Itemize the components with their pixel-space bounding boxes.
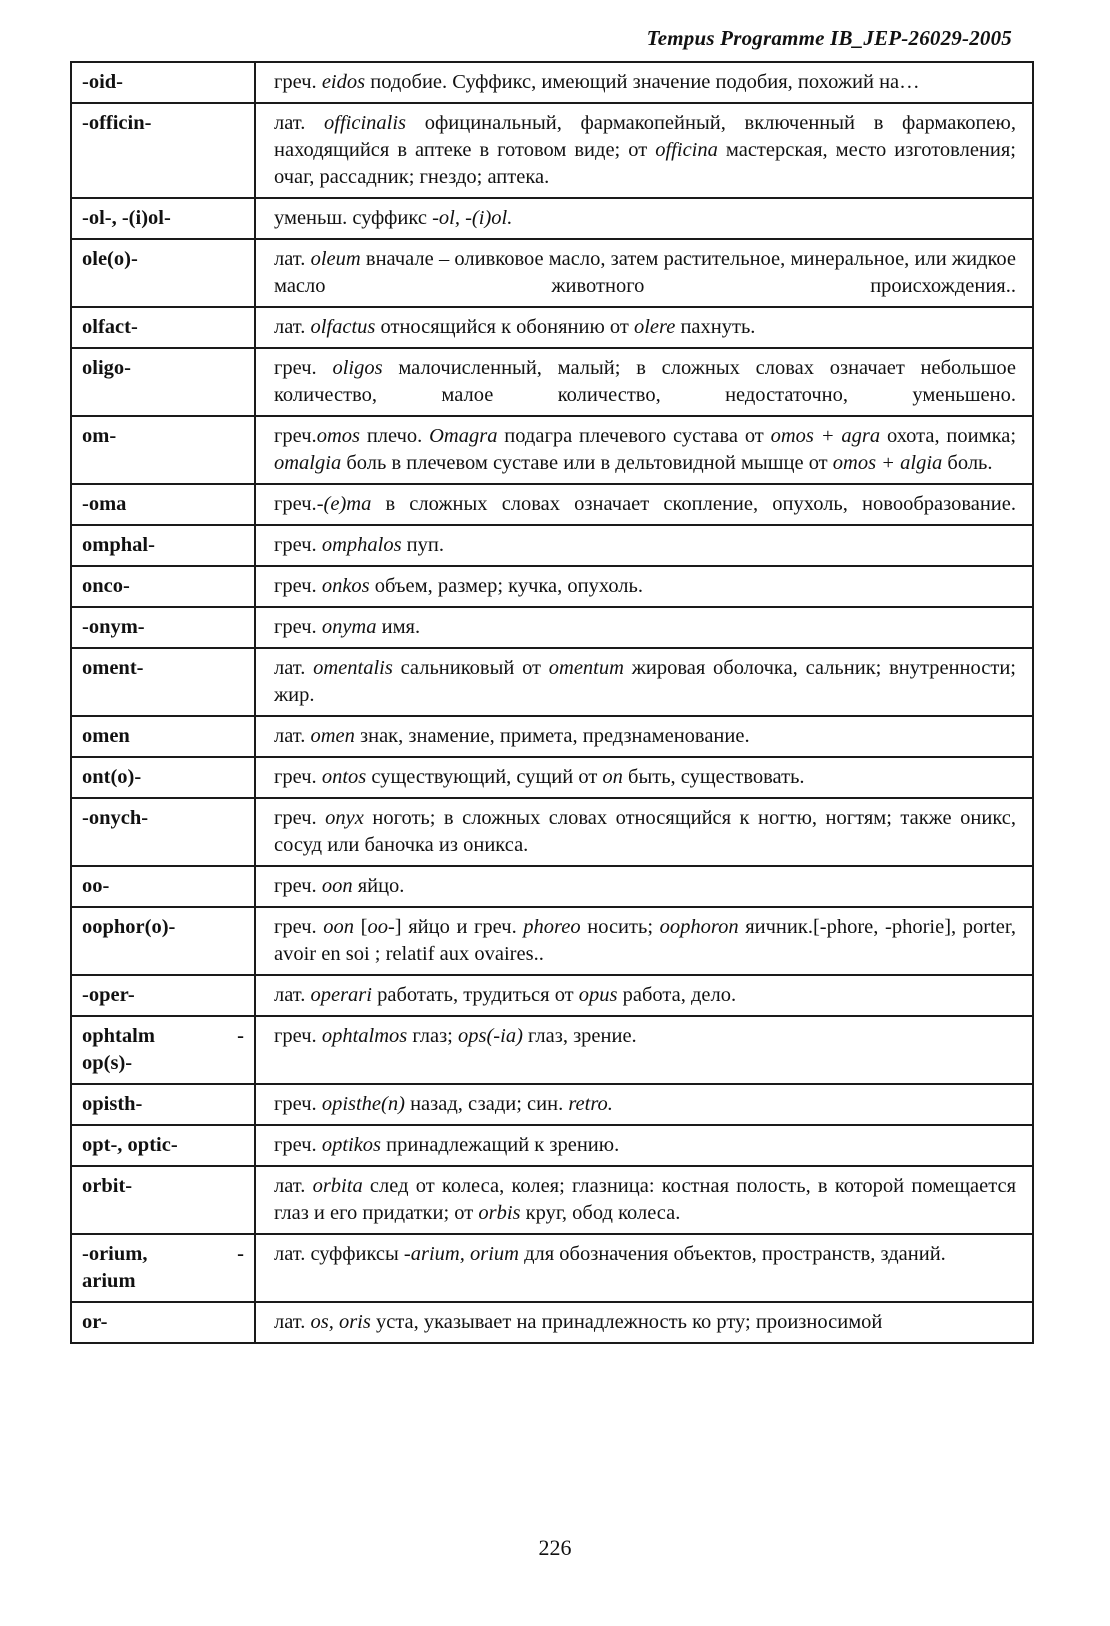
term-cell bbox=[71, 1234, 255, 1302]
dictionary-table bbox=[70, 61, 1034, 1344]
italic-term: onyx bbox=[325, 807, 364, 829]
italic-term: onyma bbox=[321, 616, 377, 638]
term-cell: onco- bbox=[71, 566, 255, 607]
table-row bbox=[71, 607, 1033, 648]
italic-term: opus bbox=[578, 984, 618, 1006]
page-number: 226 bbox=[538, 1535, 572, 1560]
term-cell: omen bbox=[71, 716, 255, 757]
term-cell: oophor(o)- bbox=[71, 907, 255, 975]
definition-cell: греч.omos плечо. Omagra подагра плечевого сустава от omos + agra охота, поимка; omalgia боль в плечевом суставе или в дельтовидной мышце от omos + algia боль. bbox=[255, 416, 1033, 484]
italic-term: phoreo bbox=[523, 916, 581, 938]
italic-term: -arium, orium bbox=[403, 1243, 519, 1265]
table-row bbox=[71, 307, 1033, 348]
italic-term: olfactus bbox=[310, 316, 376, 338]
term-cell: -oper- bbox=[71, 975, 255, 1016]
table-row bbox=[71, 648, 1033, 716]
italic-term: -(e)ma bbox=[316, 493, 372, 515]
italic-term: oon bbox=[323, 916, 355, 938]
running-header: Tempus Programme IB_JEP-26029-2005 bbox=[646, 26, 1012, 50]
table-row bbox=[71, 1302, 1033, 1343]
table-row bbox=[71, 975, 1033, 1016]
italic-term: opisthe(n) bbox=[321, 1093, 405, 1115]
term-cell: -ol-, -(i)ol- bbox=[71, 198, 255, 239]
definition-cell: греч. eidos подобие. Суффикс, имеющий значение подобия, похожий на… bbox=[255, 62, 1033, 103]
definition-cell: греч. oon яйцо. bbox=[255, 866, 1033, 907]
definition-cell: лат. orbita след от колеса, колея; глазница: костная полость, в которой помещается глаз и его придатки; от orbis круг, обод колеса. bbox=[255, 1166, 1033, 1234]
definition-cell: греч. oligos малочисленный, малый; в сложных словах означает небольшое количество, малое количество, недостаточно, уменьшено. bbox=[255, 348, 1033, 416]
term-cell: oligo- bbox=[71, 348, 255, 416]
definition-cell: греч. onkos объем, размер; кучка, опухоль. bbox=[255, 566, 1033, 607]
italic-term: omos + algia bbox=[832, 452, 943, 474]
table-row bbox=[71, 348, 1033, 416]
italic-term: omos bbox=[316, 425, 360, 447]
term-dash: - bbox=[237, 1243, 244, 1265]
table-row bbox=[71, 239, 1033, 307]
term-cell: opisth- bbox=[71, 1084, 255, 1125]
italic-term: officinalis bbox=[324, 112, 407, 134]
italic-term: orbita bbox=[312, 1175, 363, 1197]
italic-term: oo- bbox=[367, 916, 395, 938]
definition-cell: лат. суффиксы -arium, orium для обозначения объектов, пространств, зданий. bbox=[255, 1234, 1033, 1302]
dictionary-rows bbox=[71, 62, 1033, 1343]
italic-term: omphalos bbox=[321, 534, 402, 556]
definition-cell: греч. ontos существующий, сущий от on быть, существовать. bbox=[255, 757, 1033, 798]
italic-term: ops(-ia) bbox=[458, 1025, 523, 1047]
definition-cell: лат. os, oris уста, указывает на принадлежность ко рту; произносимой bbox=[255, 1302, 1033, 1343]
definition-cell: лат. officinalis официнальный, фармакопейный, включенный в фармакопею, находящийся в аптеке в готовом виде; от officina мастерская, место изготовления; очаг, рассадник; гнездо; аптека. bbox=[255, 103, 1033, 198]
term-cell: olfact- bbox=[71, 307, 255, 348]
italic-term: on bbox=[602, 766, 623, 788]
table-row bbox=[71, 103, 1033, 198]
term-dash: - bbox=[237, 1025, 244, 1047]
term-cell: opt-, optic- bbox=[71, 1125, 255, 1166]
definition-cell: лат. omentalis сальниковый от omentum жировая оболочка, сальник; внутренности; жир. bbox=[255, 648, 1033, 716]
italic-term: eidos bbox=[321, 71, 366, 93]
table-row bbox=[71, 716, 1033, 757]
italic-term: retro. bbox=[568, 1093, 613, 1115]
italic-term: optikos bbox=[321, 1134, 382, 1156]
definition-cell: греч. optikos принадлежащий к зрению. bbox=[255, 1125, 1033, 1166]
term-text-continued: op(s)- bbox=[82, 1052, 133, 1074]
term-cell: -oid- bbox=[71, 62, 255, 103]
term-text: ophtalm bbox=[82, 1025, 155, 1047]
term-cell: omphal- bbox=[71, 525, 255, 566]
italic-term: olere bbox=[633, 316, 676, 338]
italic-term: oon bbox=[321, 875, 353, 897]
definition-cell: греч.-(e)ma в сложных словах означает скопление, опухоль, новообразование. bbox=[255, 484, 1033, 525]
italic-term: omentum bbox=[548, 657, 624, 679]
term-cell: oment- bbox=[71, 648, 255, 716]
italic-term: Omagra bbox=[429, 425, 498, 447]
italic-term: omen bbox=[310, 725, 355, 747]
italic-term: operari bbox=[310, 984, 372, 1006]
term-cell: -onych- bbox=[71, 798, 255, 866]
italic-term: os, oris bbox=[310, 1311, 371, 1333]
table-row bbox=[71, 62, 1033, 103]
italic-term: omentalis bbox=[313, 657, 393, 679]
italic-term: officina bbox=[655, 139, 718, 161]
definition-cell: лат. oleum вначале – оливковое масло, затем растительное, минеральное, или жидкое масло животного происхождения.. bbox=[255, 239, 1033, 307]
table-row bbox=[71, 525, 1033, 566]
italic-term: onkos bbox=[321, 575, 370, 597]
definition-cell: лат. operari работать, трудиться от opus работа, дело. bbox=[255, 975, 1033, 1016]
definition-cell: греч. ophtalmos глаз; ops(-ia) глаз, зрение. bbox=[255, 1016, 1033, 1084]
italic-term: omalgia bbox=[274, 452, 342, 474]
table-row bbox=[71, 1084, 1033, 1125]
definition-cell: лат. olfactus относящийся к обонянию от olere пахнуть. bbox=[255, 307, 1033, 348]
table-row bbox=[71, 1125, 1033, 1166]
term-cell: -oma bbox=[71, 484, 255, 525]
term-cell: -officin- bbox=[71, 103, 255, 198]
term-text-continued: arium bbox=[82, 1270, 136, 1292]
definition-cell: лат. omen знак, знамение, примета, предзнаменование. bbox=[255, 716, 1033, 757]
table-row bbox=[71, 416, 1033, 484]
italic-term: ophtalmos bbox=[321, 1025, 408, 1047]
term-cell: ont(o)- bbox=[71, 757, 255, 798]
definition-cell: греч. oon [oo-] яйцо и греч. phoreo носить; oophoron яичник.[-phore, -phorie], porter, avoir en soi ; relatif aux ovaires.. bbox=[255, 907, 1033, 975]
term-cell: oo- bbox=[71, 866, 255, 907]
definition-cell: греч. opisthe(n) назад, сзади; син. retro. bbox=[255, 1084, 1033, 1125]
italic-term: oleum bbox=[310, 248, 361, 270]
italic-term: oophoron bbox=[659, 916, 739, 938]
definition-cell: греч. onyma имя. bbox=[255, 607, 1033, 648]
italic-term: oligos bbox=[332, 357, 383, 379]
table-row bbox=[71, 484, 1033, 525]
table-row bbox=[71, 1234, 1033, 1302]
italic-term: omos + agra bbox=[770, 425, 881, 447]
table-row bbox=[71, 566, 1033, 607]
term-text: -orium, bbox=[82, 1243, 148, 1265]
term-cell: -onym- bbox=[71, 607, 255, 648]
italic-term: orbis bbox=[478, 1202, 521, 1224]
term-cell: orbit- bbox=[71, 1166, 255, 1234]
term-cell: om- bbox=[71, 416, 255, 484]
term-cell: or- bbox=[71, 1302, 255, 1343]
term-cell bbox=[71, 1016, 255, 1084]
italic-term: -ol, -(i)ol. bbox=[432, 207, 513, 229]
table-row bbox=[71, 757, 1033, 798]
table-row bbox=[71, 798, 1033, 866]
table-row bbox=[71, 198, 1033, 239]
table-row bbox=[71, 1166, 1033, 1234]
table-row bbox=[71, 866, 1033, 907]
table-row bbox=[71, 1016, 1033, 1084]
term-cell: ole(o)- bbox=[71, 239, 255, 307]
definition-cell: греч. onyx ноготь; в сложных словах относящийся к ногтю, ногтям; также оникс, сосуд или баночка из оникса. bbox=[255, 798, 1033, 866]
definition-cell: уменьш. суффикс -ol, -(i)ol. bbox=[255, 198, 1033, 239]
italic-term: ontos bbox=[321, 766, 367, 788]
definition-cell: греч. omphalos пуп. bbox=[255, 525, 1033, 566]
table-row bbox=[71, 907, 1033, 975]
